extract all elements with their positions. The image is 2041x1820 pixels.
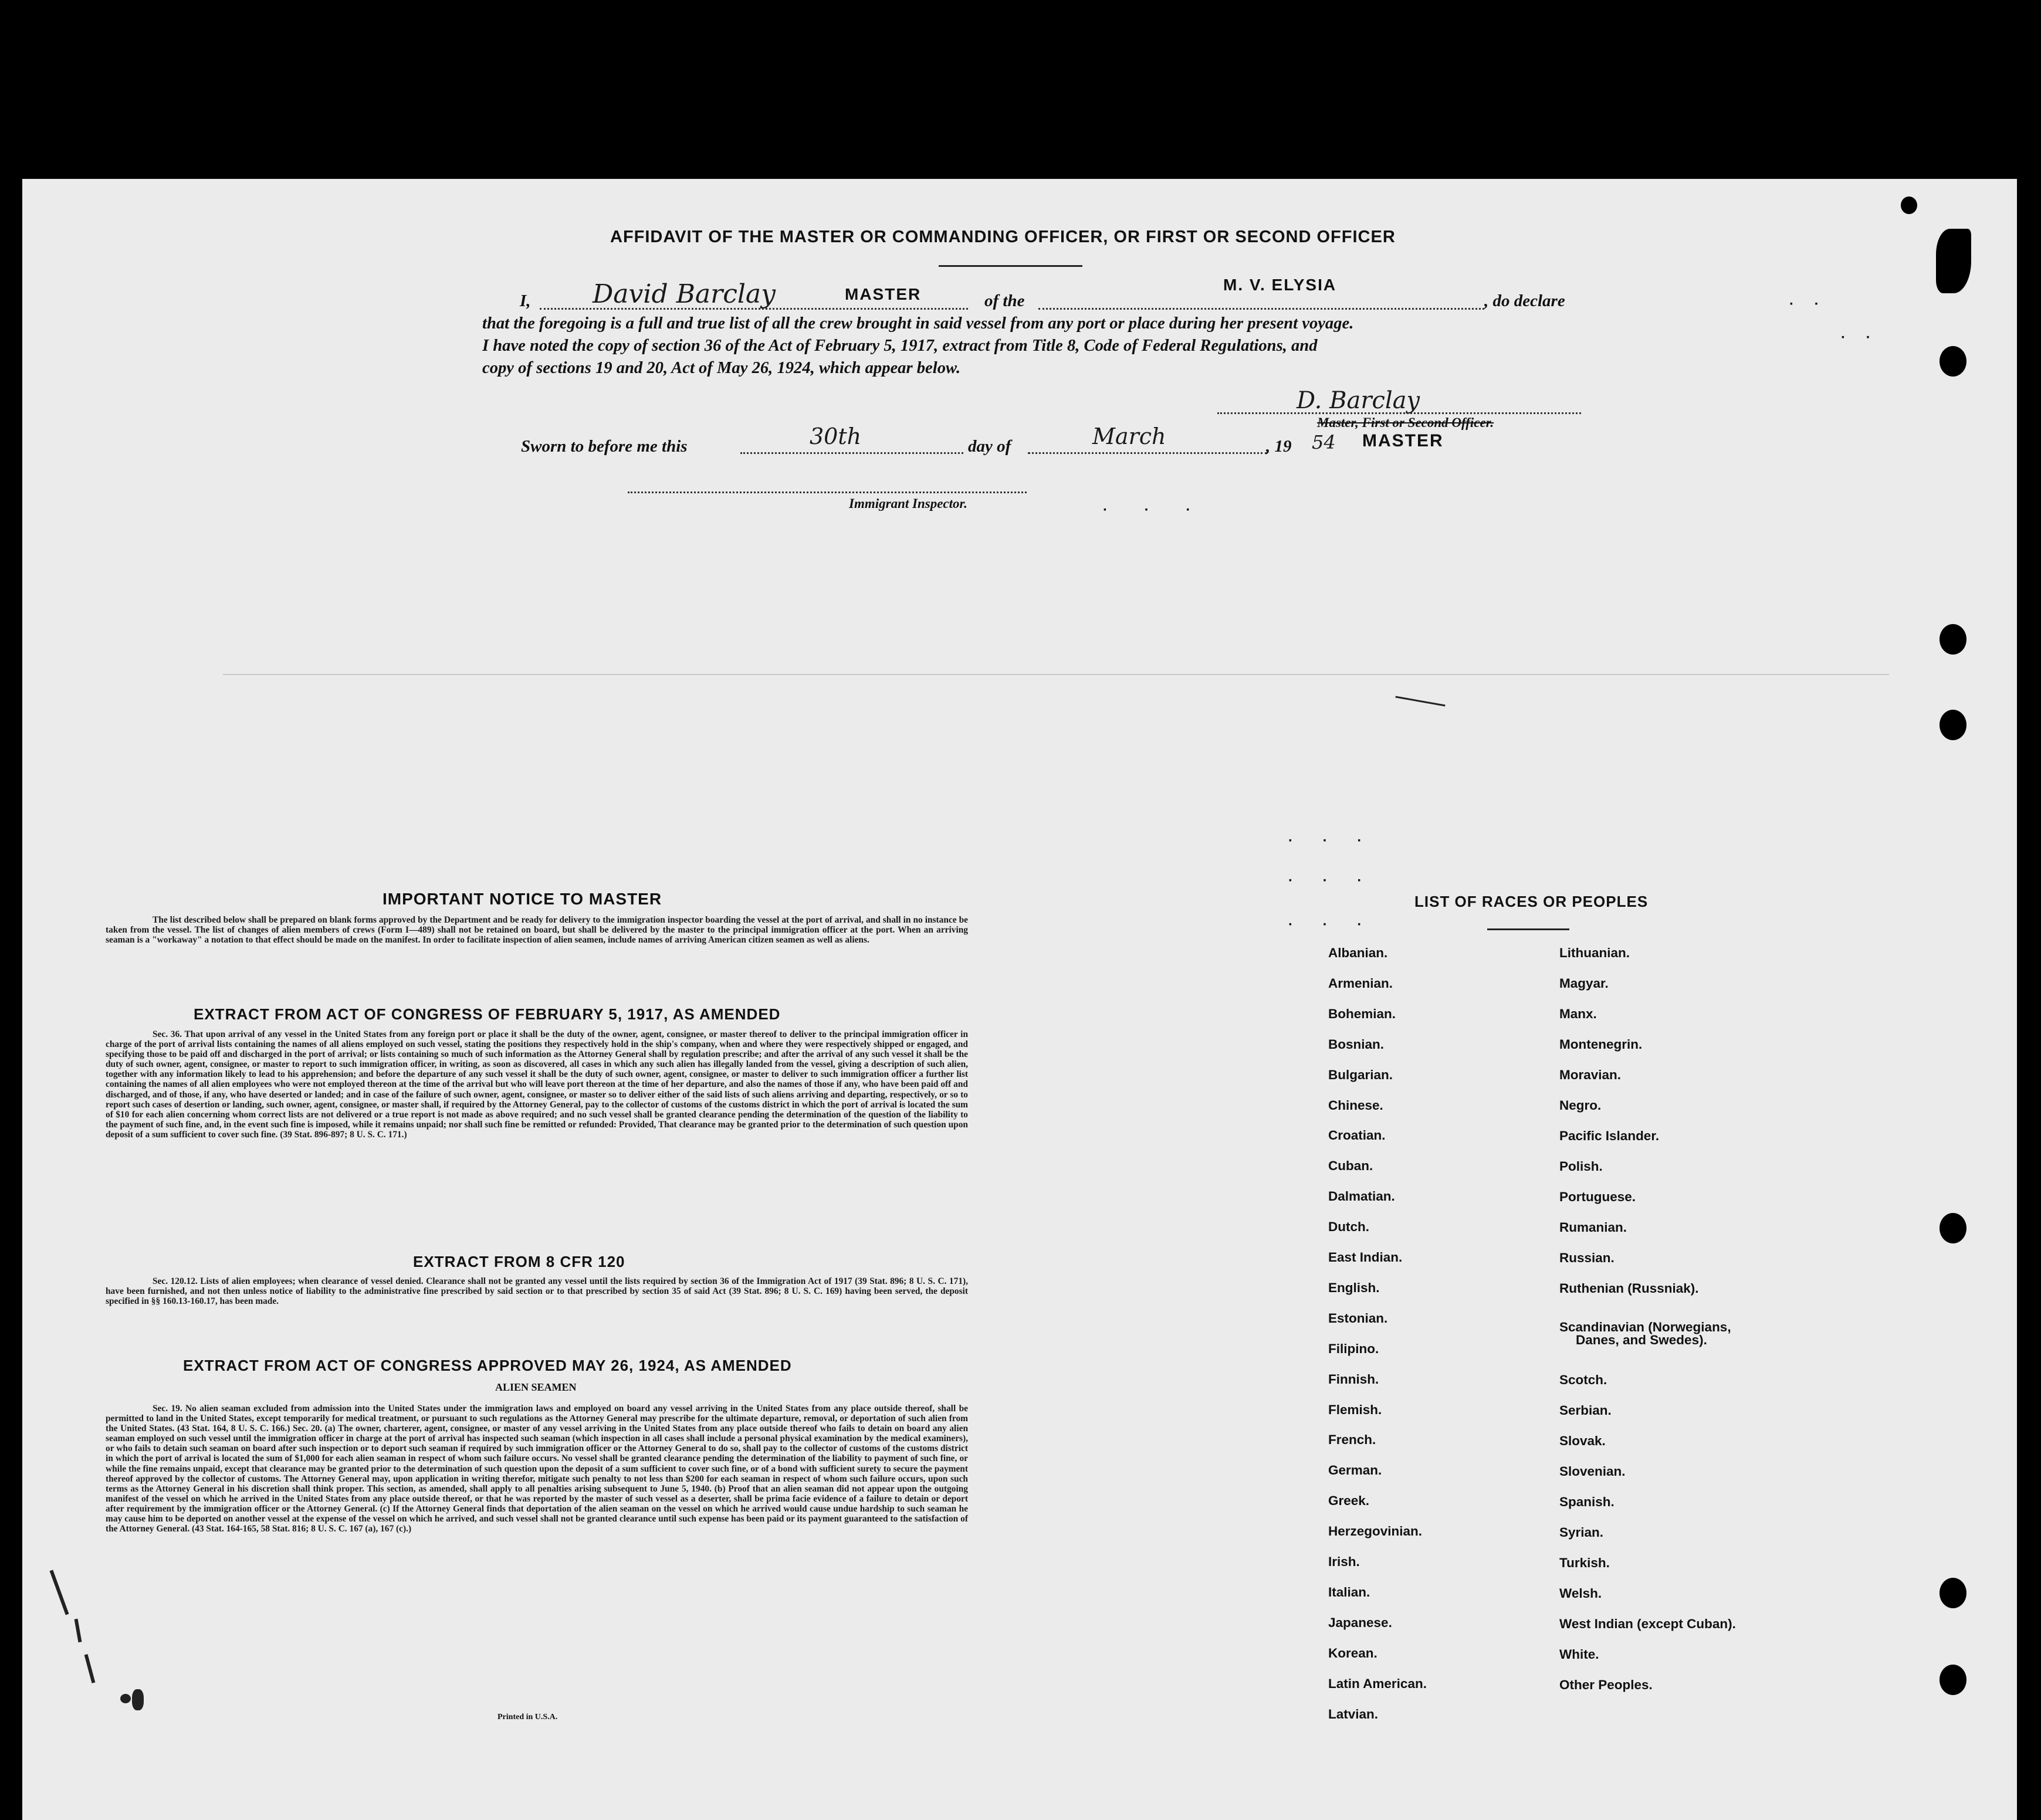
- race-item: Moravian.: [1559, 1067, 1622, 1082]
- affidavit-body-3: copy of sections 19 and 20, Act of May 26, 1924, which appear below.: [482, 359, 961, 377]
- race-item: Irish.: [1328, 1554, 1360, 1569]
- do-declare-label: , do declare: [1484, 292, 1565, 310]
- punch-hole: [1940, 624, 1966, 655]
- race-item: Italian.: [1328, 1584, 1370, 1599]
- officer-caption: Master, First or Second Officer.: [1317, 415, 1494, 430]
- race-item: Korean.: [1328, 1645, 1377, 1660]
- race-item: Greek.: [1328, 1493, 1370, 1509]
- race-item: Cuban.: [1328, 1158, 1373, 1174]
- signature-line: [1217, 412, 1581, 414]
- month-line: [1028, 452, 1267, 454]
- affidavit-title: AFFIDAVIT OF THE MASTER OR COMMANDING OFFICER, OR FIRST OR SECOND OFFICER: [610, 228, 1396, 246]
- race-item: Dalmatian.: [1328, 1189, 1395, 1204]
- race-item: Scandinavian (Norwegians,: [1559, 1320, 1731, 1334]
- ink-blot: [1901, 196, 1917, 214]
- stray-dots: · · ·: [1288, 917, 1375, 933]
- race-item: Bohemian.: [1328, 1006, 1396, 1021]
- extract-1924-title: EXTRACT FROM ACT OF CONGRESS APPROVED MAY 26, 1924, AS AMENDED: [183, 1357, 792, 1374]
- stray-dots: · · ·: [1288, 833, 1375, 849]
- officer-signature: D. Barclay: [1297, 387, 1420, 414]
- ink-blot: [1936, 229, 1971, 293]
- affidavit-body-2: I have noted the copy of section 36 of the Act of February 5, 1917, extract from Title 8, Code of Federal Regulations, and: [482, 337, 1318, 355]
- race-item: Lithuanian.: [1559, 945, 1630, 960]
- scan-rule: [223, 674, 1889, 675]
- race-item: Bulgarian.: [1328, 1067, 1393, 1082]
- printed-in-usa: Printed in U.S.A.: [497, 1713, 558, 1721]
- race-item: Slovenian.: [1559, 1464, 1626, 1479]
- race-item: Finnish.: [1328, 1371, 1379, 1387]
- race-item: Spanish.: [1559, 1494, 1614, 1509]
- punch-hole: [1940, 346, 1966, 377]
- stray-dots: · ·: [1841, 330, 1879, 345]
- extract-1917-title: EXTRACT FROM ACT OF CONGRESS OF FEBRUARY 5, 1917, AS AMENDED: [194, 1005, 781, 1023]
- race-item: Portuguese.: [1559, 1189, 1636, 1204]
- race-item: Polish.: [1559, 1159, 1603, 1174]
- of-the-label: of the: [984, 292, 1025, 310]
- race-item: Herzegovinian.: [1328, 1524, 1423, 1539]
- inspector-caption: Immigrant Inspector.: [849, 496, 967, 511]
- extract-cfr-text: Sec. 120.12. Lists of alien employees; when clearance of vessel denied. Clearance shall not be granted any vessel until the lists required by section 36 of the Immigration Act of 1917 (39 Stat. 896; 8 U. S. C. 171), have been furnished, and not then unless notice of liability to the administrative fine prescribed by said section or to that prescribed by section 35 of said Act (39 Stat. 896; 8 U. S. C. 169) having been served, the deposit specified in §§ 160.13-160.17, has been made.: [106, 1276, 968, 1307]
- punch-hole: [1940, 1213, 1966, 1243]
- race-item: Russian.: [1559, 1250, 1614, 1265]
- year-prefix: , 19: [1266, 437, 1292, 456]
- race-item: Slovak.: [1559, 1433, 1606, 1448]
- extract-1924-subtitle: ALIEN SEAMEN: [495, 1381, 577, 1393]
- inspector-line: [628, 492, 1027, 493]
- race-item: Montenegrin.: [1559, 1037, 1643, 1052]
- stray-dots: · · ·: [1103, 502, 1207, 518]
- extract-1917-text: Sec. 36. That upon arrival of any vessel in the United States from any foreign port or place it shall be the duty of the owner, agent, consignee, or master thereof to deliver to the principal immigration officer in charge of the port of arrival lists containing the names of all aliens employed on such vessel, stating the positions they respectively hold in the ship's company, when and where they were respectively shipped or engaged, and specifying those to be paid off and discharged in the port of arrival; or lists containing so much of such information as the Attorney General shall by regulation prescribe; and after the arrival of any such vessel it shall be the duty of such owner, agent, consignee, or master to report to such immigration officer, in writing, as soon as discovered, all cases in which any such alien has illegally landed from the vessel, giving a description of such alien, together with any information likely to lead to his apprehension; and before the departure of any such vessel it shall be the duty of such owner, agent, consignee, or master to deliver to such immigration officer a further list containing the names of all alien employees who were not employed thereon at the time of the arrival but who will leave port thereon at the time of her departure, and also the names of those if any, who have been paid off and discharged, and of those, if any, who have deserted or landed; and in case of the failure of such owner, agent, consignee, or master so to deliver either of the said lists of such aliens arriving and departing, respectively, or so to report such cases of desertion or landing, such owner, agent, consignee, or master shall, if required by the Attorney General, pay to the collector of customs of the customs district in which the port of arrival is located the sum of $10 for each alien concerning whom correct lists are not delivered or a true report is not made as above required; and no such vessel shall be granted clearance pending the determination of the question of the liability to the payment of such fine, and, in the event such fine is imposed, while it remains unpaid; nor shall such fine be remitted or refunded: Provided, That clearance may be granted prior to the determination of such question upon deposit of a sum sufficient to cover such fine. (39 Stat. 896-897; 8 U. S. C. 171.): [106, 1029, 968, 1140]
- race-item: French.: [1328, 1432, 1376, 1448]
- race-item: Rumanian.: [1559, 1220, 1627, 1235]
- year-suffix: 54: [1312, 431, 1336, 453]
- race-item: Filipino.: [1328, 1341, 1379, 1356]
- sworn-day: 30th: [810, 423, 862, 449]
- race-item: Other Peoples.: [1559, 1677, 1653, 1692]
- notice-text: The list described below shall be prepared on blank forms approved by the Department and be ready for delivery to the immigration inspector boarding the vessel at the port of arrival, and shall in no instance be taken from the vessel. The list of changes of alien members of crews (Form I—489) shall not be retained on board, but shall be delivered by the master to the principal immigration officer at the port. When an arriving seaman is a "workaway" a notation to that effect should be made on the manifest. In order to facilitate inspection of alien seamen, include names of arriving American citizen seamen as well as aliens.: [106, 915, 968, 945]
- race-item: West Indian (except Cuban).: [1559, 1616, 1736, 1631]
- master-stamp: MASTER: [1362, 431, 1444, 450]
- vessel-name: M. V. ELYSIA: [1223, 276, 1337, 294]
- race-item: Croatian.: [1328, 1128, 1386, 1143]
- extract-cfr-title: EXTRACT FROM 8 CFR 120: [413, 1253, 625, 1270]
- race-item: Welsh.: [1559, 1586, 1602, 1601]
- race-item: German.: [1328, 1463, 1382, 1478]
- race-item: Pacific Islander.: [1559, 1128, 1660, 1143]
- race-item: Albanian.: [1328, 945, 1388, 960]
- race-item: Latvian.: [1328, 1706, 1379, 1721]
- race-item: Scotch.: [1559, 1372, 1607, 1387]
- punch-hole: [1940, 710, 1966, 740]
- sworn-label: Sworn to before me this: [521, 437, 688, 456]
- notice-title: IMPORTANT NOTICE TO MASTER: [383, 890, 662, 908]
- races-rule: [1487, 928, 1569, 930]
- race-item: Latin American.: [1328, 1676, 1427, 1691]
- punch-hole: [1940, 1665, 1966, 1695]
- form-page: [22, 179, 2017, 1820]
- title-rule: [939, 265, 1082, 267]
- race-item: Estonian.: [1328, 1310, 1388, 1326]
- rank-typed: MASTER: [845, 285, 922, 303]
- vessel-line: [1038, 308, 1484, 310]
- race-item: Dutch.: [1328, 1219, 1369, 1235]
- punch-hole: [1940, 1578, 1966, 1608]
- race-item: Armenian.: [1328, 975, 1393, 991]
- i-label: I,: [520, 292, 531, 310]
- race-item: Japanese.: [1328, 1615, 1392, 1630]
- race-item: Chinese.: [1328, 1097, 1383, 1113]
- race-item: Ruthenian (Russniak).: [1559, 1281, 1699, 1296]
- master-name: David Barclay: [593, 279, 776, 309]
- stray-dots: · · ·: [1288, 873, 1375, 889]
- race-item: White.: [1559, 1647, 1599, 1662]
- race-item: Manx.: [1559, 1006, 1597, 1021]
- margin-mark: [132, 1689, 144, 1710]
- extract-1924-text: Sec. 19. No alien seaman excluded from admission into the United States under the immigration laws and employed on board any vessel arriving in the United States from any place outside thereof, shall be permitted to land in the United States, except temporarily for medical treatment, or pursuant to such regulations as the Attorney General may prescribe for the ultimate departure, removal, or deportation of such alien from the United States. (43 Stat. 164, 8 U. S. C. 166.) Sec. 20. (a) The owner, charterer, agent, consignee, or master of any vessel arriving in the United States from any place outside thereof who fails to detain on board any alien seaman employed on such vessel until the immigration officer in charge at the port of arrival has inspected such seaman (which inspection in all cases shall include a personal physical examination by the medical examiners), or who fails to detain such seaman on board after such inspection or to deport such seaman if required by such immigration officer or the Attorney General to do so, shall pay to the collector of customs of the customs district in which the port of arrival is located the sum of $1,000 for each alien seaman in respect of whom such failure occurs. No vessel shall be granted clearance pending the determination of the liability to payment of such fine, or while the fine remains unpaid, except that clearance may be granted prior to the determination of such question upon the deposit of a sum sufficient to cover such fine, or of a bond with sufficient surety to secure the payment thereof approved by the collector of customs. The Attorney General may, upon application in writing therefor, mitigate such penalty to not less than $200 for each seaman in respect of whom such failure occurs, upon such terms as the Attorney General in his discretion shall think proper. This section, as amended, shall apply to all penalties arising subsequent to June 5, 1940. (b) Proof that an alien seaman did not appear upon the outgoing manifest of the vessel on which he arrived in the United States from any place outside thereof, or that he was reported by the master of such vessel as a deserter, shall be prima facie evidence of a failure to detain or deport after requirement by the immigration officer or the Attorney General. (c) If the Attorney General finds that deportation of the alien seaman on the vessel on which he arrived would cause undue hardship to such seaman he may cause him to be deported on another vessel at the expense of the vessel on which he arrived, and such vessel shall not be granted clearance until such expense has been paid or its payment guaranteed to the satisfaction of the Attorney General. (43 Stat. 164-165, 58 Stat. 816; 8 U. S. C. 167 (a), 167 (c).): [106, 1404, 968, 1534]
- race-item: Turkish.: [1559, 1555, 1610, 1570]
- race-item: Negro.: [1559, 1098, 1602, 1113]
- race-item: Serbian.: [1559, 1403, 1612, 1418]
- race-item: Syrian.: [1559, 1525, 1604, 1540]
- margin-mark: [120, 1694, 131, 1703]
- race-item: East Indian.: [1328, 1250, 1403, 1265]
- race-item: Bosnian.: [1328, 1036, 1385, 1052]
- race-item: Magyar.: [1559, 976, 1609, 991]
- day-of-label: day of: [968, 437, 1011, 456]
- races-title: LIST OF RACES OR PEOPLES: [1414, 893, 1649, 910]
- stray-dots: · ·: [1789, 296, 1827, 312]
- day-line: [740, 452, 963, 454]
- affidavit-body-1: that the foregoing is a full and true list of all the crew brought in said vessel from any port or place during her present voyage.: [482, 314, 1354, 333]
- race-item: English.: [1328, 1280, 1380, 1295]
- race-item: Danes, and Swedes).: [1576, 1333, 1707, 1347]
- race-item: Flemish.: [1328, 1402, 1382, 1417]
- sworn-month: March: [1092, 423, 1166, 449]
